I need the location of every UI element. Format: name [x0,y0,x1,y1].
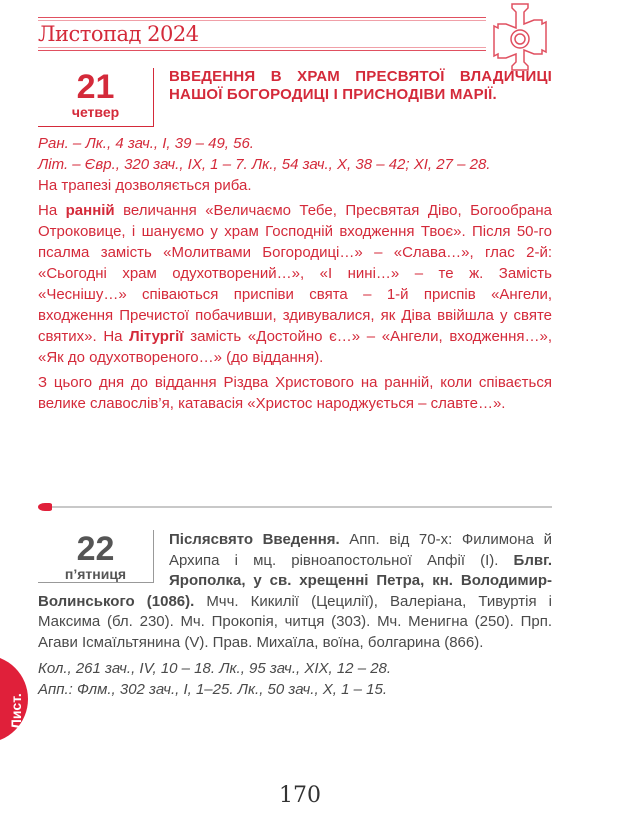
reading-matins: Ран. – Лк., 4 зач., І, 39 – 49, 56. [38,135,254,152]
month-title: Листопад 2024 [38,22,199,46]
header-rule-bottom [38,50,486,51]
saints-bold: Блвг. Ярополка, у св. хрещенні Петра, кн. Володимир-Волинського (1086). [38,551,552,610]
saints-bold: Післясвято Введення. [169,531,340,548]
date-box-22 [38,530,154,583]
header-rule-bottom-thin [38,47,486,48]
day-number: 21 [76,68,115,106]
feast-title: ВВЕДЕННЯ В ХРАМ ПРЕСВЯТОЇ ВЛАДИЧИЦІ НАШОЇ БОГОРОДИЦІ І ПРИСНОДІВИ МАРІЇ. [169,68,552,103]
fasting-note: На трапезі дозволяється риба. [38,177,252,194]
weekday: четвер [71,104,120,120]
cross-ornament-icon [488,2,552,76]
saints-text: Мчч. Кикилії (Цецилії), Валеріана, Тивуртія і Максима (бл. 230). Мч. Прокопія, читця (303). Мч. Менигна (250). Прп. Агави Ісмаїльтянина (V). Прав. Михаїла, воїна, болгарина (866). [38,592,553,651]
date-box-21 [38,68,154,127]
reading-apostles: Апп.: Флм., 302 зач., І, 1–25. Лк., 50 зач., Х, 1 – 15. [38,680,388,698]
day-number: 22 [76,530,115,568]
day-21-entry [38,68,552,414]
rubric-text: величання «Величаємо Тебе, Пресвятая Діво, Богообрана Отроковице, і шануємо у храм Господній входження Твоє». Після 50-го псалма замість «Молитвами Богородиці…» – «Слава…», глас 2-й: «Сьогодні храм одухотворений…», «І нині…» – те ж. Замість «Чеснішу…» співаються приспіви свята – 1-й приспів «Ангели, входження Пречистої побачивши, здивувалися, як Діва ввійшла у святе святих». На [38,202,552,345]
weekday: п’ятниця [64,566,127,582]
side-tab-label: Лист. [8,693,24,729]
saints-text: Апп. від 70-х: Филимона й Архипа і мц. рівноапостольної Апфії (І). [169,531,552,569]
header-rule-top-thin [38,20,486,21]
rubric-bold: ранній [65,202,115,219]
rubric-bold: Літургії [129,328,184,345]
section-divider [38,503,552,511]
rubric-paragraph [38,200,552,368]
katavasia-note: З цього дня до віддання Різдва Христового на ранній, коли співається велике славослів’я, катавасія «Христос народжується – славте…». [38,374,552,412]
page-number: 170 [279,783,321,808]
reading-liturgy: Літ. – Євр., 320 зач., ІХ, 1 – 7. Лк., 54 зач., Х, 38 – 42; ХІ, 27 – 28. [38,156,491,173]
rubric-text: На [38,202,66,219]
header-rule-top [38,17,486,18]
month-side-tab[interactable] [0,655,28,743]
rubric-text: замість «Достойно є…» – «Ангели, входження…», «Як до одухотвореного…» (до віддання). [38,328,552,366]
reading-day: Кол., 261 зач., IV, 10 – 18. Лк., 95 зач., ХІХ, 12 – 28. [38,660,392,677]
day-22-entry [38,530,552,700]
